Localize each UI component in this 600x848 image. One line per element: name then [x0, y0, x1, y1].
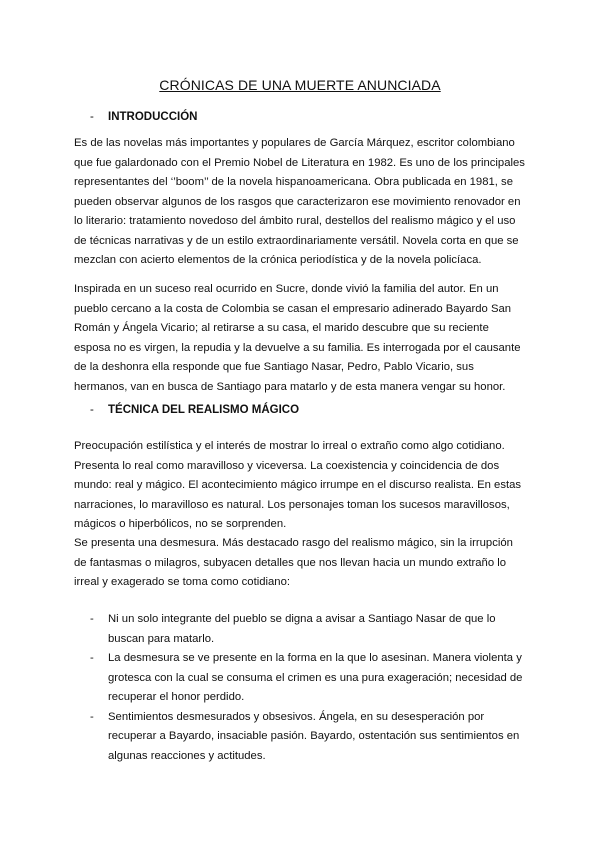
paragraph-realismo-1: Preocupación estilística y el interés de mostrar lo irreal o extraño como algo cotidiano. Presenta lo real como maravilloso y viceversa. La coexistencia y coincidencia de dos mundo: real y mágico. El acontecimiento mágico irrumpe en el discurso realista. En estas narraciones, lo maravilloso es natural. Los personajes toman los sucesos maravillosos, mágicos o hiperbólicos, no se sorprenden.: [74, 440, 522, 530]
list-item: [74, 649, 528, 708]
paragraph-introduccion-1: Es de las novelas más importantes y populares de García Márquez, escritor colombiano que fue galardonado con el Premio Nobel de Literatura en 1982. Es uno de los principales representantes del ‘’boom’’ de la novela hispanoamericana. Obra publicada en 1981, se pueden observar algunos de los rasgos que caracterizaron ese movimiento renovador en lo literario: tratamiento novedoso del ámbito rural, destellos del realismo mágico y el uso de técnicas narrativas y de un estilo extraordinariamente versátil. Novela corta en que se mezclan con acierto elementos de la crónica periodística y de la novela policíaca.: [74, 137, 525, 266]
paragraph-introduccion-2: Inspirada en un suceso real ocurrido en Sucre, donde vivió la familia del autor. En un pueblo cercano a la costa de Colombia se casan el empresario adinerado Bayardo San Román y Ángela Vicario; al retirarse a su casa, el marido descubre que su reciente esposa no es virgen, la repudia y la devuelve a su familia. Es interrogada por el causante de la deshonra ella responde que fue Santiago Nasar, Pedro, Pablo Vicario, sus hermanos, van en busca de Santiago para matarlo y de esta manera vengar su honor.: [74, 283, 521, 393]
heading-text: TÉCNICA DEL REALISMO MÁGICO: [108, 404, 300, 416]
bullet-marker: -: [90, 613, 94, 625]
list-item-text: Sentimientos desmesurados y obsesivos. Ángela, en su desesperación por recuperar a Bayardo, insaciable pasión. Bayardo, ostentación sus sentimientos en algunas reacciones y actitudes.: [108, 710, 520, 762]
heading-text: INTRODUCCIÓN: [108, 111, 198, 123]
list-item-text: Ni un solo integrante del pueblo se digna a avisar a Santiago Nasar de que lo buscan para matarlo.: [108, 613, 496, 645]
section-heading-introduccion: [90, 111, 197, 123]
section-heading-realismo-magico: [90, 404, 299, 416]
bullet-marker: -: [90, 652, 94, 664]
heading-marker: -: [90, 111, 94, 123]
bullet-list: [74, 610, 528, 766]
document-title: CRÓNICAS DE UNA MUERTE ANUNCIADA: [159, 77, 441, 93]
bullet-marker: -: [90, 710, 94, 723]
list-item: [74, 708, 528, 767]
heading-marker: -: [90, 404, 94, 416]
list-item: [74, 610, 528, 649]
paragraph-realismo-2: Se presenta una desmesura. Más destacado rasgo del realismo mágico, sin la irrupción de fantasmas o milagros, subyacen detalles que nos llevan hacia un mundo extraño lo irreal y exagerado se toma como cotidiano:: [74, 537, 513, 588]
list-item-text: La desmesura se ve presente en la forma en la que lo asesinan. Manera violenta y grotesca con la cual se consuma el crimen es una pura exageración; necesidad de recuperar el honor perdido.: [108, 652, 523, 703]
